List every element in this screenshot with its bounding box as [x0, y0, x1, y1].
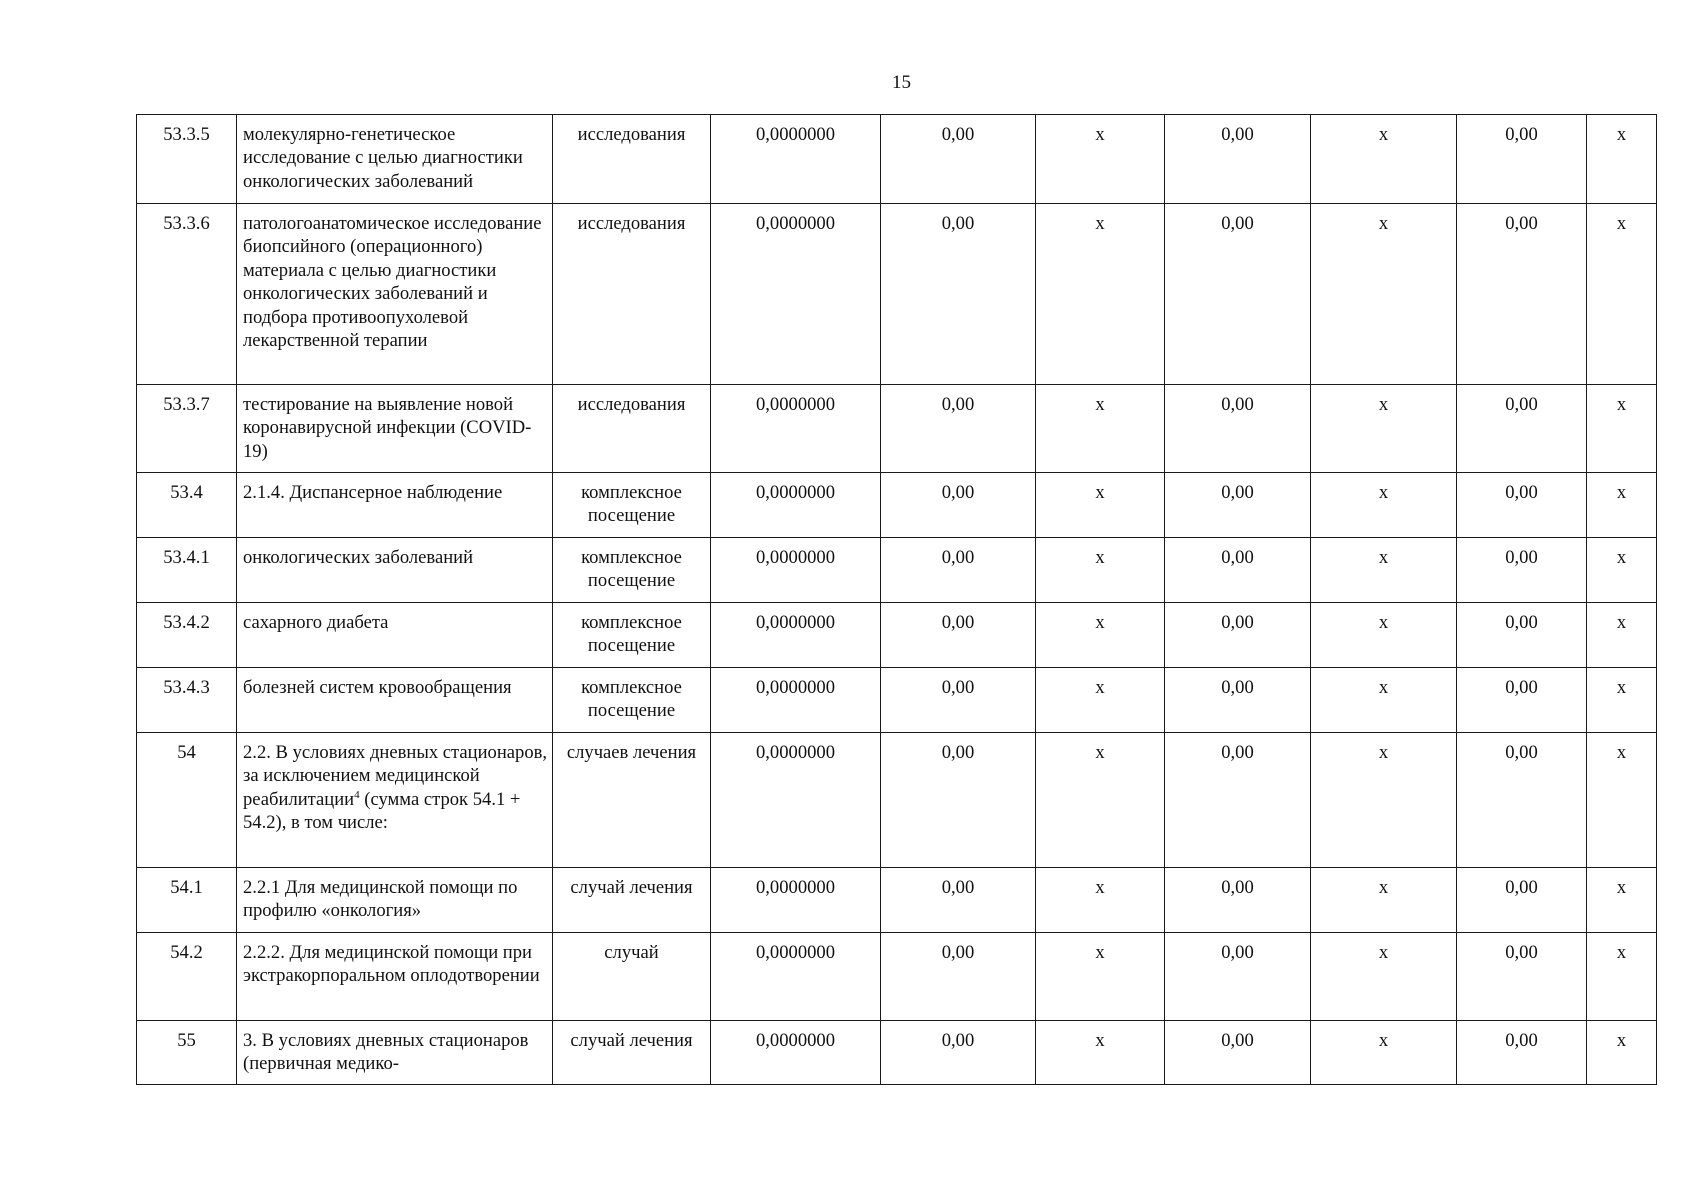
value-cell: x — [1311, 868, 1457, 933]
value-cell: 0,00 — [1165, 385, 1311, 473]
value-cell: x — [1587, 115, 1657, 204]
value-cell: 0,00 — [1165, 733, 1311, 868]
value-cell: 0,00 — [881, 385, 1036, 473]
row-unit-cell: случай лечения — [553, 1021, 711, 1085]
row-name-cell: 2.1.4. Диспансерное наблюдение — [237, 473, 553, 538]
value-cell: x — [1311, 668, 1457, 733]
row-name-cell: 2.2.1 Для медицинской помощи по профилю «онкология» — [237, 868, 553, 933]
row-name-cell: патологоанатомическое исследование биопсийного (операционного) материала с целью диагностики онкологических заболеваний и подбора противоопухолевой лекарственной терапии — [237, 204, 553, 385]
row-name-cell — [237, 733, 553, 868]
value-cell: 0,00 — [1457, 473, 1587, 538]
value-cell: x — [1311, 473, 1457, 538]
table-row — [137, 385, 1657, 473]
data-table — [136, 114, 1657, 1085]
value-cell: x — [1587, 733, 1657, 868]
value-cell: x — [1587, 668, 1657, 733]
row-unit-cell: исследования — [553, 385, 711, 473]
row-unit-cell: комплексное посещение — [553, 473, 711, 538]
value-cell: x — [1587, 933, 1657, 1021]
value-cell: x — [1036, 538, 1165, 603]
row-number-cell: 53.4.1 — [137, 538, 237, 603]
value-cell: 0,00 — [1457, 115, 1587, 204]
row-number-cell: 54.2 — [137, 933, 237, 1021]
value-cell: 0,00 — [1457, 538, 1587, 603]
value-cell: 0,0000000 — [711, 733, 881, 868]
row-number-cell: 53.3.6 — [137, 204, 237, 385]
value-cell: x — [1036, 204, 1165, 385]
value-cell: 0,00 — [881, 538, 1036, 603]
value-cell: 0,0000000 — [711, 868, 881, 933]
value-cell: 0,00 — [1165, 868, 1311, 933]
value-cell: x — [1311, 733, 1457, 868]
value-cell: 0,0000000 — [711, 668, 881, 733]
value-cell: 0,0000000 — [711, 204, 881, 385]
table-row — [137, 538, 1657, 603]
value-cell: x — [1311, 933, 1457, 1021]
value-cell: 0,00 — [1457, 204, 1587, 385]
value-cell: x — [1587, 473, 1657, 538]
row-name-cell: молекулярно-генетическое исследование с целью диагностики онкологических заболеваний — [237, 115, 553, 204]
row-name-cell: онкологических заболеваний — [237, 538, 553, 603]
table-row — [137, 1021, 1657, 1085]
value-cell: 0,00 — [1457, 1021, 1587, 1085]
row-name-text-continued: (сумма строк 54.1 + 54.2), в том числе: — [243, 788, 521, 834]
row-number-cell: 53.3.7 — [137, 385, 237, 473]
row-unit-cell: комплексное посещение — [553, 538, 711, 603]
value-cell: 0,00 — [1457, 385, 1587, 473]
table-row — [137, 733, 1657, 868]
row-unit-cell: случай лечения — [553, 868, 711, 933]
value-cell: x — [1311, 603, 1457, 668]
value-cell: 0,00 — [1457, 868, 1587, 933]
table-row — [137, 473, 1657, 538]
row-name-cell: 2.2.2. Для медицинской помощи при экстракорпоральном оплодотворении — [237, 933, 553, 1021]
row-name-cell: тестирование на выявление новой коронавирусной инфекции (COVID-19) — [237, 385, 553, 473]
row-unit-cell: случай — [553, 933, 711, 1021]
value-cell: 0,00 — [1165, 473, 1311, 538]
value-cell: x — [1587, 1021, 1657, 1085]
value-cell: x — [1311, 115, 1457, 204]
value-cell: x — [1036, 473, 1165, 538]
value-cell: 0,00 — [881, 115, 1036, 204]
row-name-text: 2.2. В условиях дневных стационаров, за исключением медицинской реабилитации — [243, 742, 548, 810]
value-cell: 0,00 — [1165, 538, 1311, 603]
value-cell: 0,0000000 — [711, 603, 881, 668]
value-cell: 0,00 — [1457, 933, 1587, 1021]
value-cell: x — [1311, 538, 1457, 603]
value-cell: 0,0000000 — [711, 1021, 881, 1085]
value-cell: 0,00 — [1165, 115, 1311, 204]
row-name-cell: болезней систем кровообращения — [237, 668, 553, 733]
value-cell: x — [1036, 603, 1165, 668]
value-cell: x — [1587, 538, 1657, 603]
row-number-cell: 54.1 — [137, 868, 237, 933]
value-cell: x — [1036, 1021, 1165, 1085]
row-name-cell: 3. В условиях дневных стационаров (первичная медико- — [237, 1021, 553, 1085]
value-cell: x — [1587, 385, 1657, 473]
value-cell: 0,0000000 — [711, 385, 881, 473]
value-cell: 0,00 — [1165, 933, 1311, 1021]
row-unit-cell: исследования — [553, 115, 711, 204]
table-row — [137, 603, 1657, 668]
value-cell: 0,00 — [881, 473, 1036, 538]
value-cell: x — [1587, 204, 1657, 385]
table-row — [137, 204, 1657, 385]
value-cell: 0,00 — [881, 868, 1036, 933]
value-cell: 0,00 — [881, 733, 1036, 868]
value-cell: 0,00 — [1165, 204, 1311, 385]
footnote-marker: 4 — [354, 788, 360, 801]
value-cell: x — [1036, 115, 1165, 204]
row-number-cell: 55 — [137, 1021, 237, 1085]
value-cell: x — [1587, 603, 1657, 668]
value-cell: 0,00 — [881, 933, 1036, 1021]
table-row — [137, 668, 1657, 733]
row-unit-cell: комплексное посещение — [553, 668, 711, 733]
row-number-cell: 53.4 — [137, 473, 237, 538]
table-row — [137, 933, 1657, 1021]
value-cell: x — [1036, 385, 1165, 473]
value-cell: 0,00 — [881, 668, 1036, 733]
value-cell: 0,00 — [1165, 603, 1311, 668]
row-unit-cell: случаев лечения — [553, 733, 711, 868]
row-unit-cell: комплексное посещение — [553, 603, 711, 668]
value-cell: x — [1036, 668, 1165, 733]
value-cell: 0,0000000 — [711, 473, 881, 538]
value-cell: 0,00 — [1457, 668, 1587, 733]
value-cell: 0,00 — [881, 603, 1036, 668]
value-cell: x — [1036, 933, 1165, 1021]
value-cell: x — [1311, 385, 1457, 473]
value-cell: 0,0000000 — [711, 115, 881, 204]
row-number-cell: 53.4.2 — [137, 603, 237, 668]
table-row — [137, 115, 1657, 204]
value-cell: x — [1036, 868, 1165, 933]
value-cell: x — [1311, 204, 1457, 385]
value-cell: 0,00 — [1457, 603, 1587, 668]
value-cell: x — [1311, 1021, 1457, 1085]
row-number-cell: 53.3.5 — [137, 115, 237, 204]
row-number-cell: 53.4.3 — [137, 668, 237, 733]
value-cell: x — [1587, 868, 1657, 933]
value-cell: 0,0000000 — [711, 538, 881, 603]
row-number-cell: 54 — [137, 733, 237, 868]
page-number: 15 — [892, 72, 911, 93]
value-cell: 0,00 — [1165, 1021, 1311, 1085]
row-unit-cell: исследования — [553, 204, 711, 385]
value-cell: 0,0000000 — [711, 933, 881, 1021]
value-cell: 0,00 — [881, 1021, 1036, 1085]
value-cell: 0,00 — [1457, 733, 1587, 868]
value-cell: x — [1036, 733, 1165, 868]
value-cell: 0,00 — [1165, 668, 1311, 733]
value-cell: 0,00 — [881, 204, 1036, 385]
row-name-cell: сахарного диабета — [237, 603, 553, 668]
table-row — [137, 868, 1657, 933]
